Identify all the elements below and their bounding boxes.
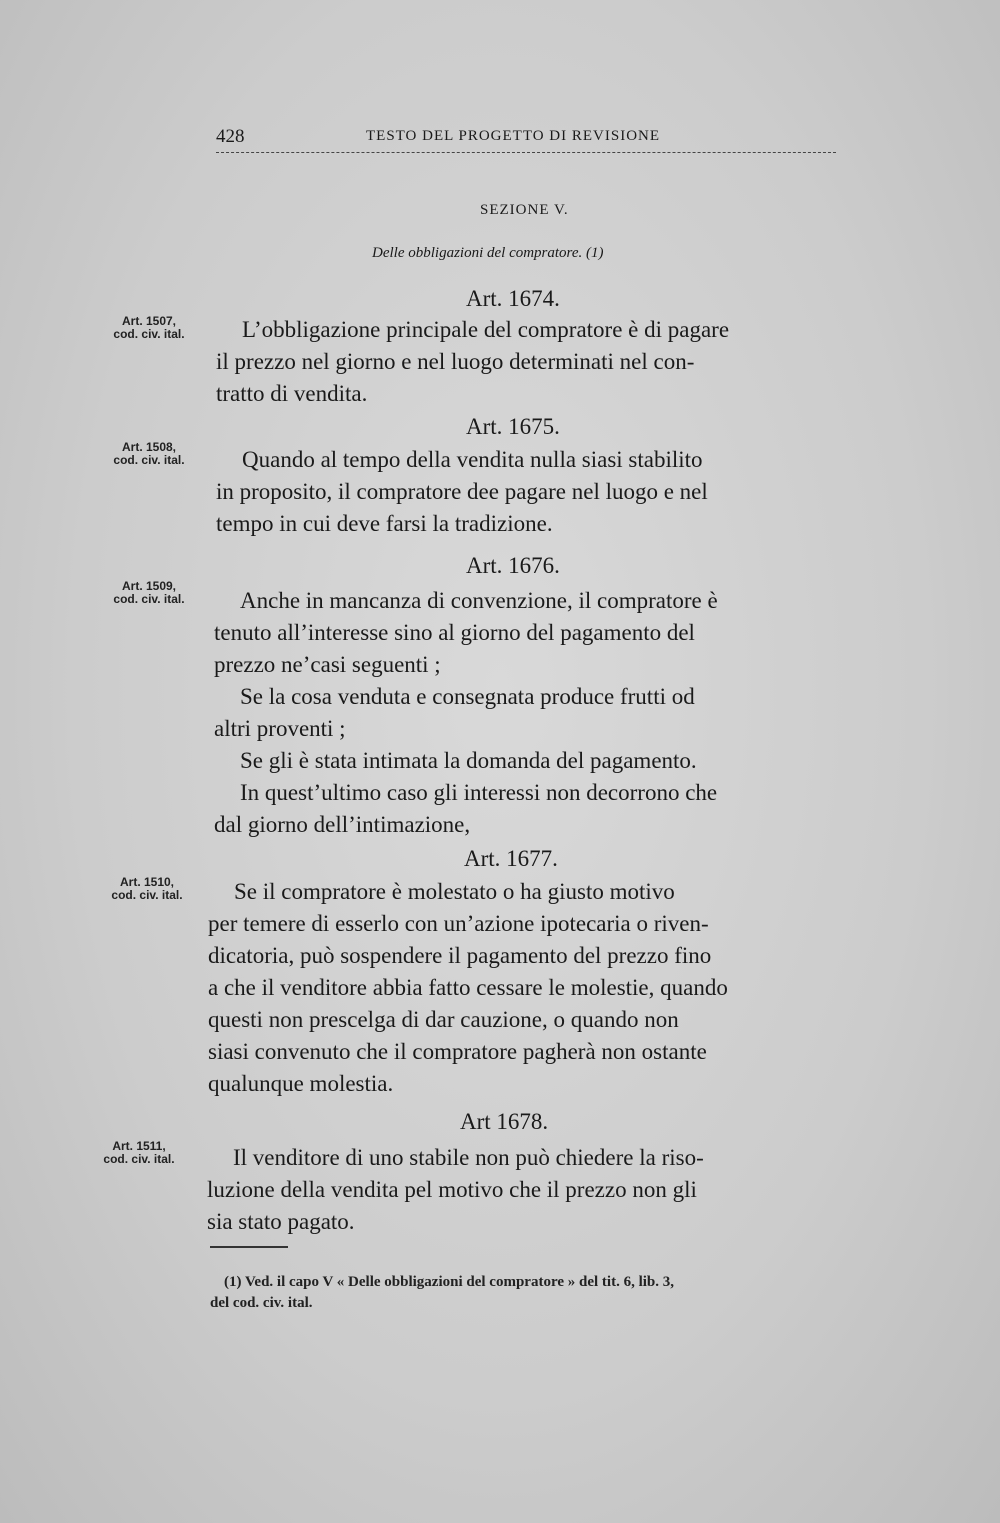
margin-note: Art. 1511, cod. civ. ital.	[103, 1139, 175, 1166]
article-heading: Art. 1677.	[464, 846, 558, 871]
margin-note: Art. 1509, cod. civ. ital.	[113, 579, 185, 606]
running-title: TESTO DEL PROGETTO DI REVISIONE	[366, 128, 661, 144]
section-subtitle: Delle obbligazioni del compratore. (1)	[372, 245, 604, 261]
article-heading: Art. 1674.	[466, 286, 560, 311]
article-heading: Art 1678.	[460, 1109, 549, 1134]
article-text: Quando al tempo della vendita nulla siasi stabilito in proposito, il compratore dee pagare nel luogo e nel tempo in cui deve farsi la tradizione.	[216, 447, 708, 536]
footnote: (1) Ved. il capo V « Delle obbligazioni del compratore » del tit. 6, lib. 3, del cod. civ. ital.	[210, 1274, 674, 1311]
margin-note: Art. 1508, cod. civ. ital.	[113, 440, 185, 467]
footnote-rule	[210, 1246, 288, 1248]
article-text: Il venditore di uno stabile non può chiedere la riso- luzione della vendita pel motivo che il prezzo non gli sia stato pagato.	[207, 1145, 704, 1234]
page-header	[216, 118, 836, 153]
article-heading: Art. 1676.	[466, 553, 560, 578]
section-title: SEZIONE V.	[480, 202, 569, 218]
margin-note: Art. 1510, cod. civ. ital.	[111, 875, 183, 902]
margin-note: Art. 1507, cod. civ. ital.	[113, 314, 185, 341]
article-text: Se il compratore è molestato o ha giusto motivo per temere di esserlo con un’azione ipotecaria o riven- dicatoria, può sospendere il pagamento del prezzo fino a che il venditore abbia fatto cessare le molestie, quando questi non prescelga di dar cauzione, o quando non siasi convenuto che il compratore pagherà non ostante qualunque molestia.	[208, 879, 728, 1096]
article-heading: Art. 1675.	[466, 414, 560, 439]
page-number: 428	[216, 126, 245, 147]
article-text: Anche in mancanza di convenzione, il compratore è tenuto all’interesse sino al giorno del pagamento del prezzo ne’casi seguenti ; Se la cosa venduta e consegnata produce frutti od altri proventi ; Se gli è stata intimata la domanda del pagamento. In quest’ultimo caso gli interessi non decorrono che dal giorno dell’intimazione,	[214, 588, 718, 837]
article-text: L’obbligazione principale del compratore è di pagare il prezzo nel giorno e nel luogo determinati nel con- tratto di vendita.	[216, 317, 730, 406]
